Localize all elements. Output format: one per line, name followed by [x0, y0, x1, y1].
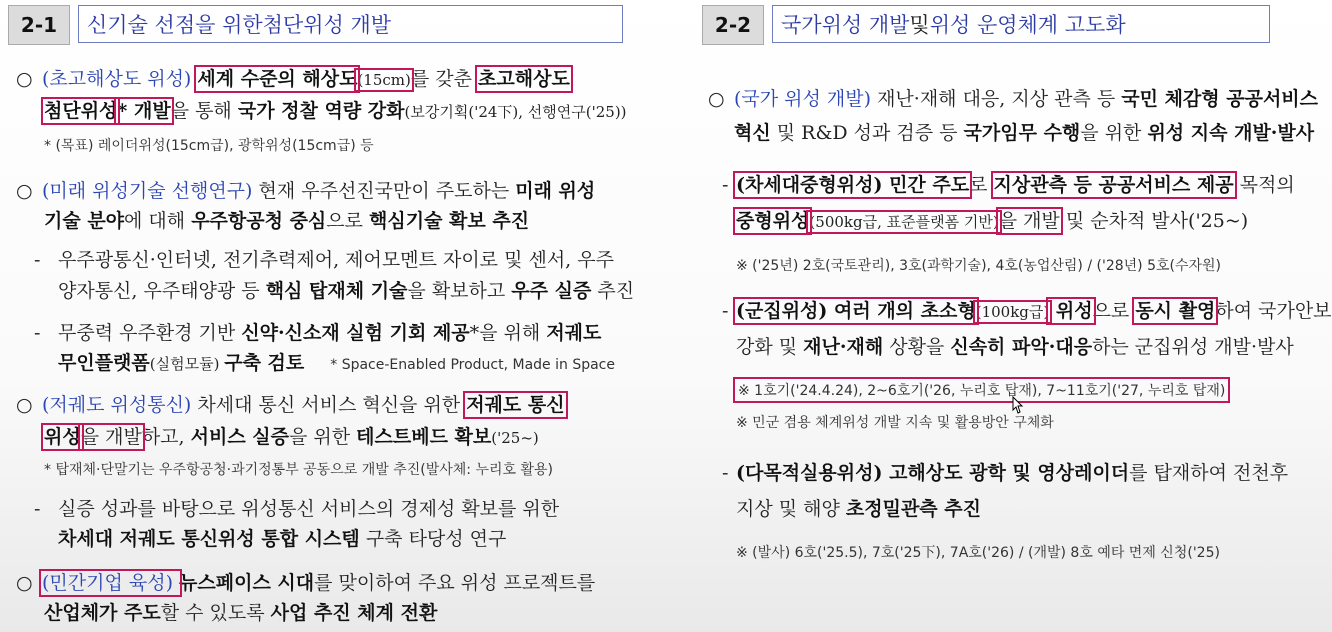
paragraph-line: 기술 분야에 대해 우주항공청 중심으로 핵심기술 확보 추진 [44, 210, 530, 232]
mouse-cursor-icon [1012, 396, 1022, 414]
paragraph-line: ○ (초고해상도 위성) 세계 수준의 해상도(15cm)를 갖춘 초고해상도 [16, 68, 570, 90]
paragraph-line: 지상 및 해양 초정밀관측 추진 [736, 498, 981, 520]
paragraph-line: ○ (국가 위성 개발) 재난·재해 대응, 지상 관측 등 국민 체감형 공공서비스 [708, 88, 1319, 110]
paragraph-line: - 우주광통신·인터넷, 전기추력제어, 제어모멘트 자이로 및 센서, 우주 [34, 249, 614, 271]
title-highlight: 첨단위성 개발 [262, 13, 392, 37]
footnote: ※ 1호기('24.4.24), 2~6호기('26, 누리호 탑재), 7~11호기('27, 누리호 탑재) [736, 380, 1227, 400]
paragraph-line: - (군집위성) 여러 개의 초소형(100kg급) 위성으로 동시 촬영하여 국가안보 [722, 300, 1332, 322]
section-2-2 [690, 0, 1332, 632]
footnote: ※ ('25년) 2호(국토관리), 3호(과학기술), 4호(농업산림) / ('28년) 5호(수자원) [736, 258, 1221, 274]
paragraph-line: 위성을 개발하고, 서비스 실증을 위한 테스트베드 확보('25~) [44, 426, 539, 448]
footnote: * 탑재체·단말기는 우주항공청·과기정통부 공동으로 개발 추진(발사체: 누리호 활용) [44, 462, 553, 478]
section-number: 2-2 [702, 5, 764, 45]
paragraph-line: 첨단위성* 개발을 통해 국가 정찰 역량 강화(보강기획('24下), 선행연구('25)) [44, 100, 627, 122]
section-header [8, 5, 623, 45]
paragraph-line: - 실증 성과를 바탕으로 위성통신 서비스의 경제성 확보를 위한 [34, 498, 560, 520]
paragraph-line: 무인플랫폼(실험모듈) 구축 검토 * Space-Enabled Product, Made in Space [58, 352, 615, 374]
footnote: ※ (발사) 6호('25.5), 7호('25下), 7A호('26) / (개발) 8호 예타 면제 신청('25) [736, 545, 1220, 561]
footnote: * (목표) 레이더위성(15cm급), 광학위성(15cm급) 등 [44, 138, 374, 154]
section-title [78, 5, 623, 43]
paragraph-line: - (차세대중형위성) 민간 주도로 지상관측 등 공공서비스 제공 목적의 [722, 174, 1295, 196]
paragraph-line: 산업체가 주도할 수 있도록 사업 추진 체계 전환 [44, 602, 438, 624]
paragraph-line: 혁신 및 R&D 성과 검증 등 국가임무 수행을 위한 위성 지속 개발·발사 [734, 122, 1315, 144]
paragraph-line: ○ (저궤도 위성통신) 차세대 통신 서비스 혁신을 위한 저궤도 통신 [16, 394, 565, 416]
footnote: ※ 민군 겸용 체계위성 개발 지속 및 활용방안 구체화 [736, 415, 1054, 431]
section-title: 국가위성 개발 및 위성 운영체계 고도화 [772, 5, 1270, 43]
paragraph-line: ○ (미래 위성기술 선행연구) 현재 우주선진국만이 주도하는 미래 위성 [16, 180, 596, 202]
paragraph-line: ○ (민간기업 육성) 뉴스페이스 시대를 맞이하여 주요 위성 프로젝트를 [16, 572, 596, 594]
section-2-1 [0, 0, 640, 632]
paragraph-line: 중형위성(500kg급, 표준플랫폼 기반)을 개발 및 순차적 발사('25~) [736, 210, 1249, 232]
paragraph-line: 강화 및 재난·재해 상황을 신속히 파악·대응하는 군집위성 개발·발사 [736, 336, 1294, 358]
paragraph-line: - 무중력 우주환경 기반 신약·신소재 실험 기회 제공*을 위해 저궤도 [34, 322, 602, 344]
paragraph-line: - (다목적실용위성) 고해상도 광학 및 영상레이더를 탑재하여 전천후 [722, 462, 1289, 484]
paragraph-line: 양자통신, 우주태양광 등 핵심 탑재체 기술을 확보하고 우주 실증 추진 [58, 280, 635, 302]
paragraph-line: 차세대 저궤도 통신위성 통합 시스템 구축 타당성 연구 [58, 528, 507, 550]
section-number: 2-1 [8, 5, 70, 45]
title-text: 신기술 선점을 위한 [87, 13, 263, 37]
section-header [702, 5, 1270, 45]
